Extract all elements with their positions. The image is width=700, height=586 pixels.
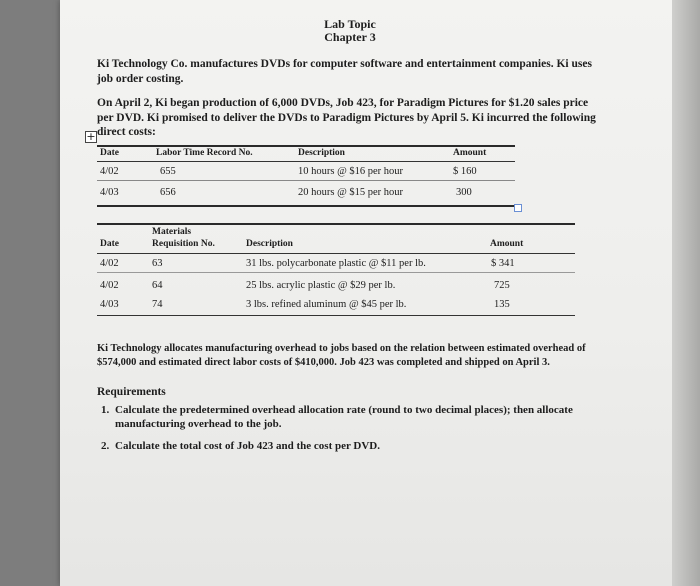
requirement-text: Calculate the predetermined overhead allocation rate (round to two decimal places); then allocate manufacturing overhead to the job.	[115, 404, 573, 430]
materials-row-amount: 135	[494, 299, 510, 310]
materials-row-date: 4/02	[100, 280, 119, 291]
labor-row-record: 655	[160, 166, 176, 177]
labor-header-amount: Amount	[453, 148, 487, 158]
materials-row-date: 4/03	[100, 299, 119, 310]
materials-row-amount: $ 341	[491, 258, 515, 269]
labor-header-date: Date	[100, 148, 119, 158]
materials-header-amount: Amount	[490, 239, 524, 249]
materials-row-amount: 725	[494, 280, 510, 291]
labor-row-record: 656	[160, 187, 176, 198]
requirement-number: 2.	[101, 440, 110, 452]
materials-row-rule	[97, 272, 575, 273]
materials-row-description: 25 lbs. acrylic plastic @ $29 per lb.	[246, 280, 396, 291]
materials-row-requisition: 63	[152, 258, 163, 269]
document-title: Lab Topic	[324, 17, 376, 31]
overhead-paragraph: Ki Technology allocates manufacturing overhead to jobs based on the relation between estimated overhead of $574,000 and estimated direct labor costs of $410,000. Job 423 was completed and shipped on April 3.	[97, 343, 586, 368]
labor-row-date: 4/03	[100, 187, 119, 198]
materials-row-requisition: 74	[152, 299, 163, 310]
materials-header-requisition-2: Requisition No.	[152, 239, 215, 249]
intro-paragraph-2: On April 2, Ki began production of 6,000 DVDs, Job 423, for Paradigm Pictures for $1.20 sales price per DVD. Ki promised to deliver the DVDs to Paradigm Pictures by April 5. Ki incurred the following direct costs:	[97, 97, 596, 138]
materials-row-requisition: 64	[152, 280, 163, 291]
labor-header-description: Description	[298, 148, 345, 158]
materials-header-requisition-1: Materials	[152, 227, 192, 237]
requirement-item-2	[101, 440, 581, 456]
document-subtitle: Chapter 3	[324, 30, 376, 44]
materials-row-date: 4/02	[100, 258, 119, 269]
document-page	[60, 0, 672, 586]
requirement-item-1	[101, 404, 581, 434]
labor-row-description: 20 hours @ $15 per hour	[298, 187, 404, 198]
table-move-handle-icon[interactable]: +	[86, 130, 96, 143]
labor-row-amount: 300	[456, 187, 472, 198]
labor-row-date: 4/02	[100, 166, 119, 177]
labor-row-amount: $ 160	[453, 166, 477, 177]
materials-table-top-rule	[97, 223, 575, 225]
labor-row-rule	[97, 180, 515, 181]
requirement-text: Calculate the total cost of Job 423 and the cost per DVD.	[115, 440, 380, 452]
materials-row-description: 31 lbs. polycarbonate plastic @ $11 per lb.	[246, 258, 426, 269]
materials-table-bottom-rule	[97, 315, 575, 316]
materials-header-date: Date	[100, 239, 119, 249]
table-resize-handle[interactable]	[514, 204, 522, 212]
labor-header-record: Labor Time Record No.	[156, 148, 253, 158]
requirement-number: 1.	[101, 404, 110, 416]
labor-row-description: 10 hours @ $16 per hour	[298, 166, 404, 177]
page-edge	[672, 0, 700, 586]
intro-paragraph-1: Ki Technology Co. manufactures DVDs for computer software and entertainment companies. Ki uses job order costing.	[97, 58, 592, 85]
materials-header-rule	[97, 253, 575, 254]
materials-row-description: 3 lbs. refined aluminum @ $45 per lb.	[246, 299, 407, 310]
labor-table-bottom-rule	[97, 205, 515, 207]
labor-header-rule	[97, 161, 515, 162]
requirements-title: Requirements	[97, 386, 166, 398]
materials-header-description: Description	[246, 239, 293, 249]
